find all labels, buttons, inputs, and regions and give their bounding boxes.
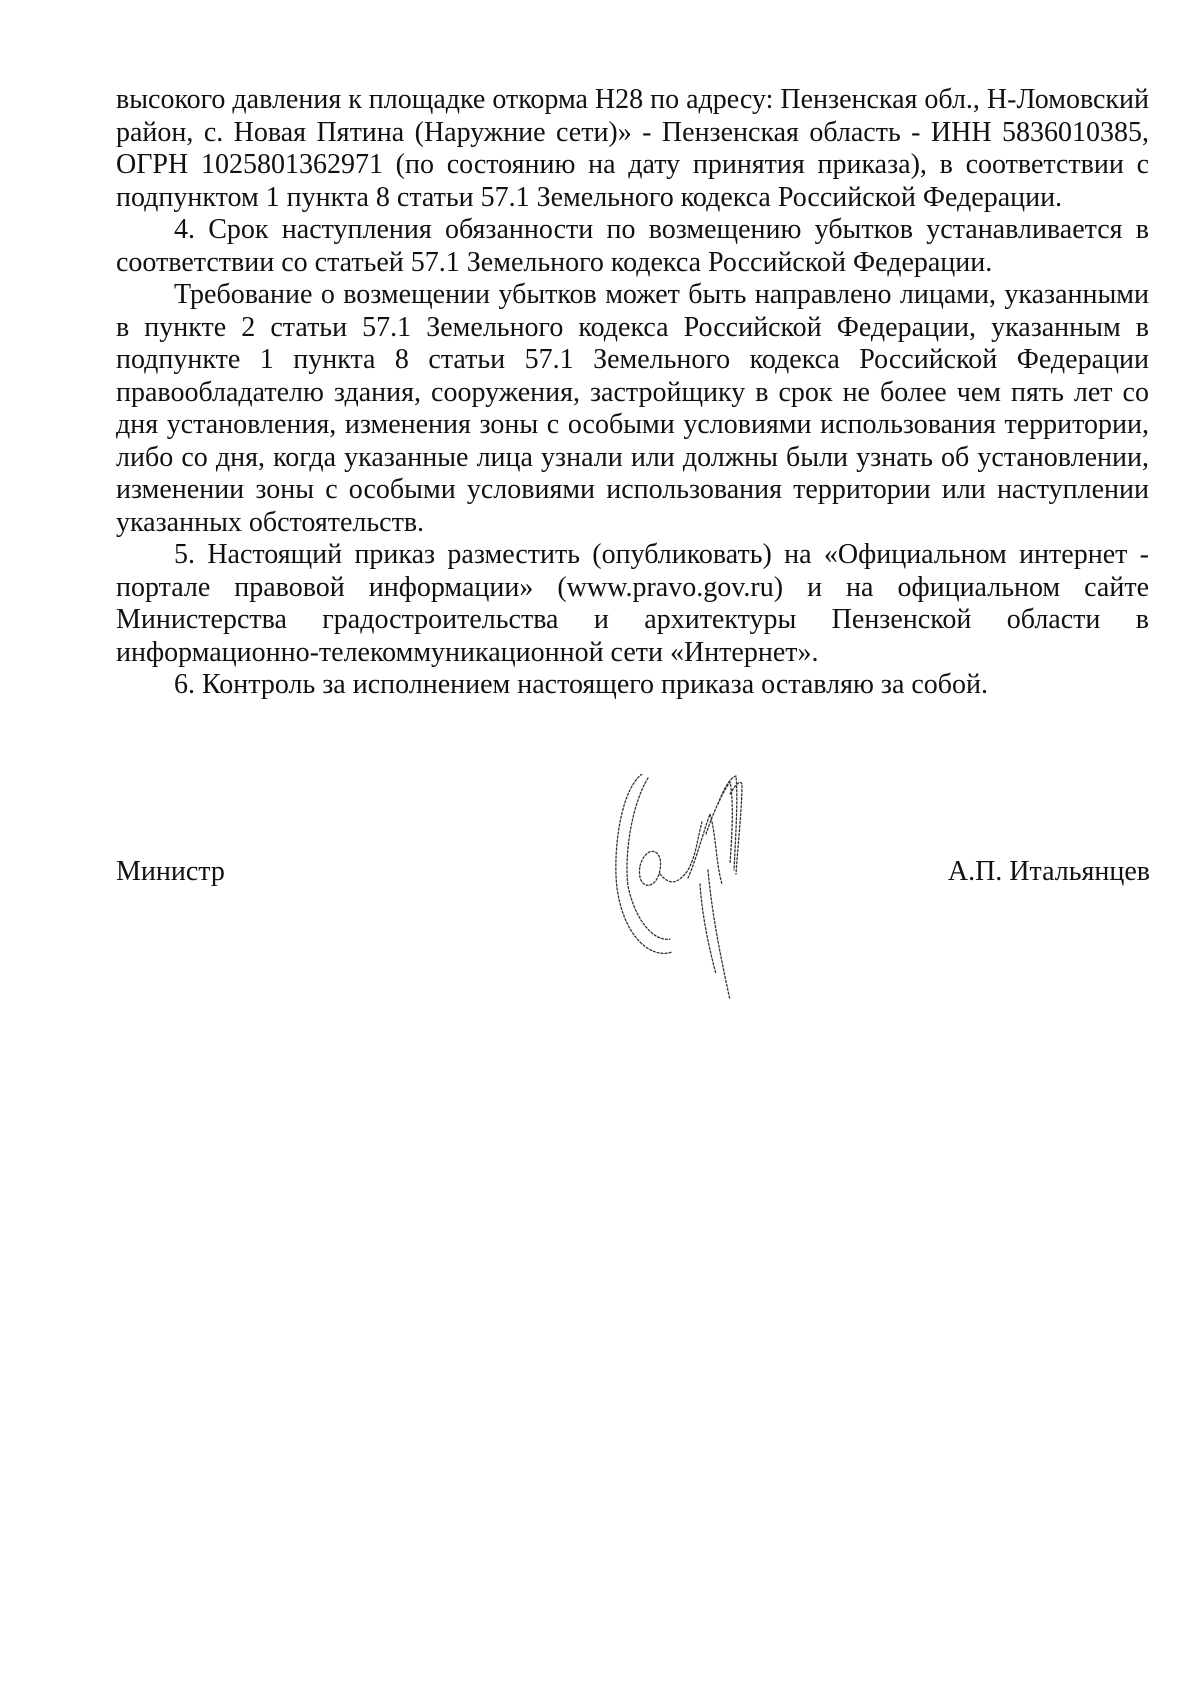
signatory-name: А.П. Итальянцев	[947, 856, 1150, 887]
document-body	[116, 84, 1149, 702]
paragraph-damage-claim: Требование о возмещении убытков может быть направлено лицами, указанными в пункте 2 статьи 57.1 Земельного кодекса Российской Федерации, указанным в подпункте 1 пункта 8 статьи 57.1 Земельного кодекса Российской Федерации правообладателю здания, сооружения, застройщику в срок не более чем пять лет со дня установления, изменения зоны с особыми условиями использования территории, либо со дня, когда указанные лица узнали или должны были узнать об установлении, изменении зоны с особыми условиями использования территории или наступлении указанных обстоятельств.	[116, 279, 1149, 538]
signatory-role: Министр	[116, 856, 225, 887]
paragraph-continuation: высокого давления к площадке откорма Н28 по адресу: Пензенская обл., Н-Ломовский район, с. Новая Пятина (Наружние сети)» - Пензенская область - ИНН 5836010385, ОГРН 1025801362971 (по состоянию на дату принятия приказа), в соответствии с подпунктом 1 пункта 8 статьи 57.1 Земельного кодекса Российской Федерации.	[116, 84, 1150, 213]
paragraph-item-5: 5. Настоящий приказ разместить (опубликовать) на «Официальном интернет - портале правовой информации» (www.pravo.gov.ru) и на официальном сайте Министерства градостроительства и архитектуры Пензенской области в информационно-телекоммуникационной сети «Интернет».	[116, 539, 1149, 668]
paragraph-item-4: 4. Срок наступления обязанности по возмещению убытков устанавливается в соответствии со статьей 57.1 Земельного кодекса Российской Федерации.	[116, 214, 1149, 278]
signature-block	[116, 856, 1150, 896]
paragraph-item-6: 6. Контроль за исполнением настоящего приказа оставляю за собой.	[174, 669, 989, 700]
